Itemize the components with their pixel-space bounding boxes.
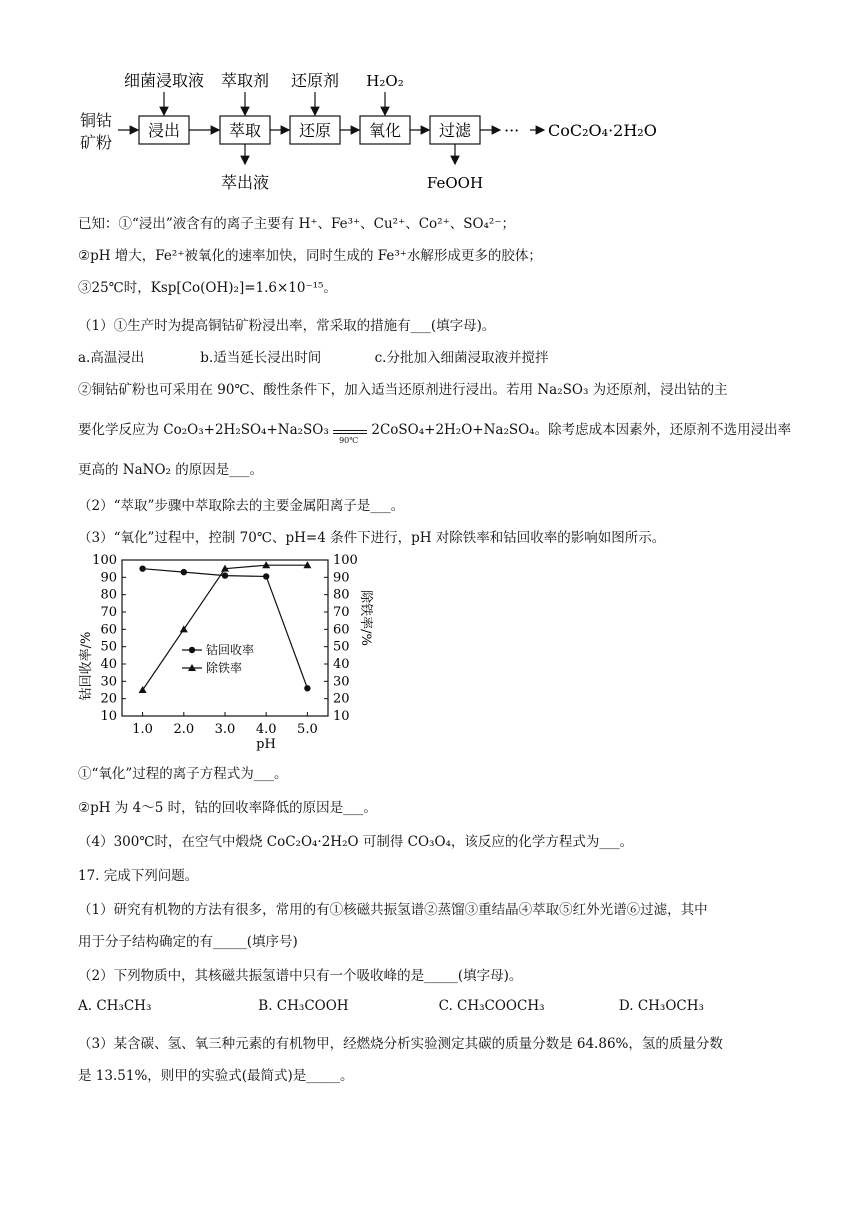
q17-p1-line1: （1）研究有机物的方法有很多，常用的有①核磁共振氢谱②蒸馏③重结晶④萃取⑤红外光谱⑥过滤，其中 — [78, 902, 708, 918]
flow-svg — [70, 60, 790, 200]
known-line-2: ②pH 增大，Fe²⁺被氧化的速率加快，同时生成的 Fe³⁺水解形成更多的胶体； — [78, 248, 542, 264]
flow-input-reductant: 还原剂 — [290, 71, 340, 90]
chart-xtick-label: 3.0 — [214, 722, 236, 737]
chart-ylabel-right: 除铁率/% — [358, 590, 373, 646]
ph-effect-chart — [70, 546, 373, 756]
flow-ellipsis: ··· — [504, 121, 520, 140]
q17-p2: （2）下列物质中，其核磁共振氢谱中只有一个吸收峰的是_____(填字母)。 — [78, 968, 523, 984]
q17-option-b: B. CH₃COOH — [258, 998, 349, 1014]
chart-xtick-label: 4.0 — [255, 722, 277, 737]
chart-ytick-label-left: 60 — [100, 622, 117, 638]
chart-point-cobalt — [139, 565, 145, 571]
q17-option-c: C. CH₃COOCH₃ — [438, 998, 545, 1014]
q1-options — [78, 346, 548, 366]
q17-option-a: A. CH₃CH₃ — [78, 998, 152, 1014]
chart-ytick-label-left: 70 — [100, 605, 117, 620]
legend-label-cobalt: 钴回收率 — [206, 643, 255, 657]
chart-ytick-label-right: 10 — [333, 709, 350, 724]
q1-option-a: a.高温浸出 — [78, 350, 145, 366]
q1-equation-left: 要化学反应为 Co₂O₃+2H₂SO₄+Na₂SO₃ — [78, 422, 329, 438]
flow-input-extractant: 萃取剂 — [220, 71, 270, 90]
q4-stem: （4）300℃时，在空气中煅烧 CoC₂O₄·2H₂O 可制得 CO₃O₄，该反应的化学方程式为___。 — [78, 834, 634, 850]
chart-point-cobalt — [222, 572, 228, 578]
chart-ytick-label-right: 90 — [333, 570, 350, 586]
q17-p3-line1: （3）某含碳、氢、氧三种元素的有机物甲，经燃烧分析实验测定其碳的质量分数是 64.86%，氢的质量分数 — [78, 1036, 723, 1052]
flow-step-oxidize: 氧化 — [368, 121, 402, 140]
chart-ytick-label-left: 20 — [100, 691, 117, 707]
q2-stem: （2）“萃取”步骤中萃取除去的主要金属阳离子是___。 — [78, 498, 405, 514]
chart-svg — [70, 546, 373, 756]
q3-stem: （3）“氧化”过程中，控制 70℃、pH=4 条件下进行，pH 对除铁率和钴回收率的影响如图所示。 — [78, 530, 666, 546]
chart-ytick-label-right: 50 — [333, 639, 350, 655]
q1-option-c: c.分批加入细菌浸取液并搅拌 — [374, 350, 549, 366]
chart-xtick-label: 1.0 — [132, 722, 153, 737]
q17-p3-line2: 是 13.51%，则甲的实验式(最简式)是_____。 — [78, 1068, 354, 1084]
q17-p1-line2: 用于分子结构确定的有_____(填序号) — [78, 934, 298, 950]
q1-part2-line1: ②铜钴矿粉也可采用在 90℃、酸性条件下，加入适当还原剂进行浸出。若用 Na₂SO₃ 为还原剂，浸出钴的主 — [78, 382, 728, 398]
flow-step-filter: 过滤 — [438, 121, 472, 140]
chart-point-iron — [139, 686, 147, 693]
chart-ytick-label-right: 100 — [333, 553, 358, 568]
legend-label-iron: 除铁率 — [206, 661, 243, 675]
q1-stem: （1）①生产时为提高铜钴矿粉浸出率，常采取的措施有___(填字母)。 — [78, 318, 496, 334]
flow-step-leach: 浸出 — [147, 121, 181, 140]
chart-point-cobalt — [304, 685, 310, 691]
chart-ytick-label-right: 70 — [333, 605, 350, 620]
q1-equation-arrow — [333, 426, 367, 445]
chart-ytick-label-left: 100 — [92, 553, 117, 568]
q1-option-b: b.适当延长浸出时间 — [200, 350, 322, 366]
flow-input-bacteria: 细菌浸取液 — [123, 71, 205, 90]
chart-ytick-label-right: 80 — [333, 587, 350, 603]
flow-start-line1: 铜钴 — [80, 111, 113, 130]
process-flow-diagram — [70, 60, 790, 200]
chart-xtick-label: 5.0 — [297, 722, 318, 737]
flow-output-feooh: FeOOH — [426, 174, 484, 192]
chart-point-iron — [180, 625, 188, 632]
q17-options — [78, 998, 704, 1014]
flow-step-extract: 萃取 — [228, 121, 262, 140]
chart-ytick-label-left: 40 — [100, 657, 117, 672]
flow-step-reduce: 还原 — [298, 121, 332, 140]
chart-xlabel: pH — [256, 737, 276, 752]
q3-sub2: ②pH 为 4～5 时，钴的回收率降低的原因是___。 — [78, 800, 377, 816]
q3-sub1: ①“氧化”过程的离子方程式为___。 — [78, 766, 288, 782]
q1-equation-right: 2CoSO₄+2H₂O+Na₂SO₄。除考虑成本因素外，还原剂不选用浸出率 — [371, 422, 792, 438]
q1-part2-line2 — [78, 418, 792, 445]
known-line-3: ③25℃时，Ksp[Co(OH)₂]=1.6×10⁻¹⁵。 — [78, 280, 337, 296]
chart-xtick-label: 2.0 — [173, 722, 195, 737]
chart-point-cobalt — [263, 573, 269, 579]
flow-input-h2o2: H₂O₂ — [366, 72, 404, 90]
q17-option-d: D. CH₃OCH₃ — [618, 998, 704, 1014]
flow-output-raffinate: 萃出液 — [220, 173, 270, 192]
q17-title: 17. 完成下列问题。 — [78, 868, 199, 884]
chart-ytick-label-left: 50 — [100, 639, 117, 655]
chart-legend — [182, 642, 254, 675]
chart-ytick-label-left: 30 — [100, 674, 117, 690]
chart-ytick-label-left: 90 — [100, 570, 117, 586]
chart-ytick-label-right: 30 — [333, 674, 350, 690]
chart-ytick-label-left: 10 — [100, 709, 117, 724]
q1-equation-condition: 90℃ — [339, 436, 359, 445]
flow-start-line2: 矿粉 — [80, 133, 113, 152]
chart-ytick-label-left: 80 — [100, 587, 117, 603]
known-line-1: 已知：①“浸出”液含有的离子主要有 H⁺、Fe³⁺、Cu²⁺、Co²⁺、SO₄²⁻； — [78, 216, 515, 232]
chart-ylabel-left: 钴回收率/% — [79, 631, 94, 701]
chart-point-cobalt — [181, 569, 187, 575]
chart-ytick-label-right: 60 — [333, 622, 350, 638]
q1-part2-line3: 更高的 NaNO₂ 的原因是___。 — [78, 462, 263, 478]
flow-product: CoC₂O₄·2H₂O — [548, 121, 657, 140]
chart-plot-frame — [122, 560, 328, 716]
chart-ytick-label-right: 40 — [333, 657, 350, 672]
chart-ytick-label-right: 20 — [333, 691, 350, 707]
